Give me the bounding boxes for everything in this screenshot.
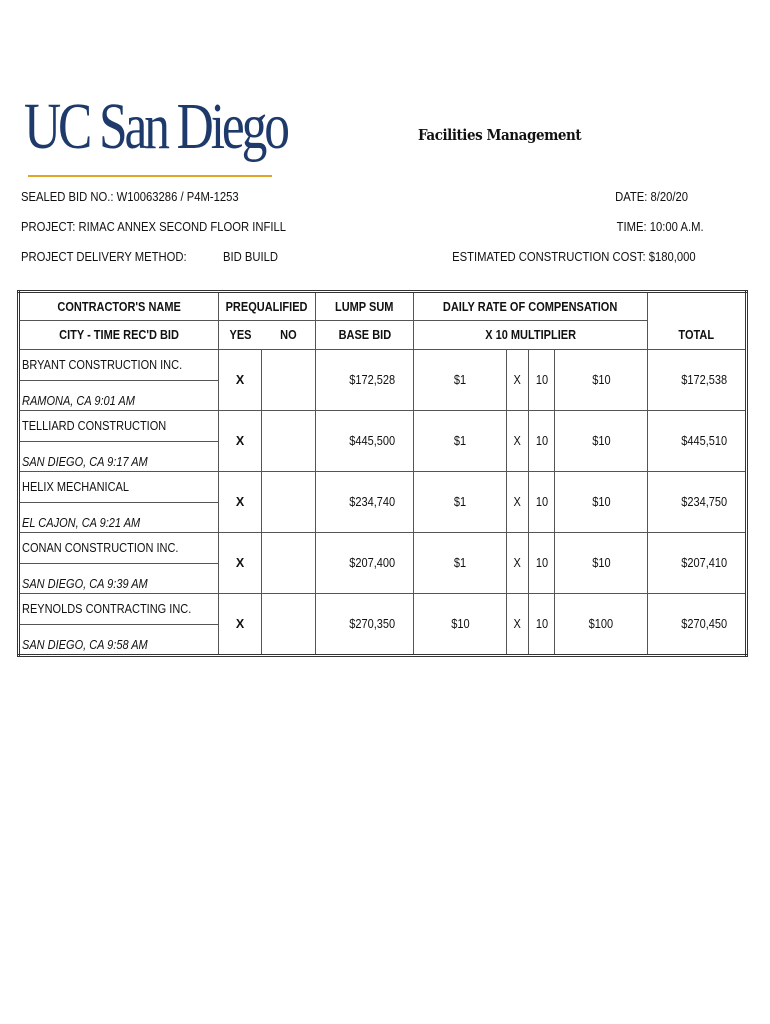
- header-daily-rate: DAILY RATE OF COMPENSATION: [414, 292, 648, 321]
- prequalified-no: [262, 594, 316, 656]
- daily-rate-value: $1: [414, 411, 507, 472]
- prequalified-yes: X: [219, 594, 262, 656]
- multiplier-value: 10: [529, 594, 555, 656]
- bid-row: [19, 472, 747, 533]
- contractor-cell: [19, 594, 219, 656]
- times-sign: X: [507, 594, 529, 656]
- header-yes: YES: [219, 321, 262, 350]
- estimated-cost: ESTIMATED CONSTRUCTION COST: $180,000: [452, 250, 696, 264]
- contractor-city-time: SAN DIEGO, CA 9:17 AM: [22, 455, 148, 469]
- header-base-bid: BASE BID: [316, 321, 414, 350]
- rate-product-value: $10: [555, 472, 648, 533]
- header-blank: [648, 292, 747, 321]
- uc-san-diego-logo: [24, 84, 287, 184]
- times-sign: X: [507, 411, 529, 472]
- bid-row: [19, 533, 747, 594]
- total-value: $270,450: [648, 594, 747, 656]
- delivery-method-value: BID BUILD: [223, 250, 279, 264]
- multiplier-value: 10: [529, 533, 555, 594]
- header-prequalified: PREQUALIFIED: [219, 292, 316, 321]
- base-bid-value: $445,500: [316, 411, 414, 472]
- daily-rate-value: $10: [414, 594, 507, 656]
- prequalified-yes: X: [219, 350, 262, 411]
- sealed-bid-number: SEALED BID NO.: W10063286 / P4M-1253: [21, 190, 239, 204]
- header-lump-sum: LUMP SUM: [316, 292, 414, 321]
- department-title: Facilities Management: [418, 126, 582, 144]
- delivery-method-label: PROJECT DELIVERY METHOD:: [21, 250, 187, 264]
- daily-rate-value: $1: [414, 350, 507, 411]
- contractor-city-time: EL CAJON, CA 9:21 AM: [22, 516, 141, 530]
- contractor-name: CONAN CONSTRUCTION INC.: [22, 541, 179, 555]
- bid-row: [19, 411, 747, 472]
- bid-date: DATE: 8/20/20: [615, 190, 688, 204]
- times-sign: X: [507, 472, 529, 533]
- contractor-city-time: SAN DIEGO, CA 9:58 AM: [22, 638, 148, 652]
- rate-product-value: $10: [555, 533, 648, 594]
- prequalified-no: [262, 472, 316, 533]
- total-value: $445,510: [648, 411, 747, 472]
- daily-rate-value: $1: [414, 472, 507, 533]
- contractor-cell: [19, 533, 219, 594]
- base-bid-value: $207,400: [316, 533, 414, 594]
- header-total: TOTAL: [648, 321, 747, 350]
- logo-underline: [28, 175, 272, 177]
- total-value: $207,410: [648, 533, 747, 594]
- contractor-name: TELLIARD CONSTRUCTION: [22, 419, 167, 433]
- total-value: $234,750: [648, 472, 747, 533]
- prequalified-no: [262, 411, 316, 472]
- prequalified-yes: X: [219, 411, 262, 472]
- bid-results-table: [17, 290, 748, 657]
- base-bid-value: $234,740: [316, 472, 414, 533]
- contractor-city-time: RAMONA, CA 9:01 AM: [22, 394, 135, 408]
- header-contractor-name: CONTRACTOR'S NAME: [19, 292, 219, 321]
- project-name: PROJECT: RIMAC ANNEX SECOND FLOOR INFILL: [21, 220, 287, 234]
- multiplier-value: 10: [529, 350, 555, 411]
- bid-row: [19, 350, 747, 411]
- times-sign: X: [507, 350, 529, 411]
- contractor-name: HELIX MECHANICAL: [22, 480, 129, 494]
- rate-product-value: $10: [555, 350, 648, 411]
- rate-product-value: $10: [555, 411, 648, 472]
- daily-rate-value: $1: [414, 533, 507, 594]
- multiplier-value: 10: [529, 472, 555, 533]
- base-bid-value: $172,528: [316, 350, 414, 411]
- prequalified-no: [262, 533, 316, 594]
- contractor-name: REYNOLDS CONTRACTING INC.: [22, 602, 192, 616]
- multiplier-value: 10: [529, 411, 555, 472]
- logo-wordmark: UC San Diego: [24, 90, 287, 163]
- times-sign: X: [507, 533, 529, 594]
- contractor-name: BRYANT CONSTRUCTION INC.: [22, 358, 183, 372]
- prequalified-yes: X: [219, 533, 262, 594]
- base-bid-value: $270,350: [316, 594, 414, 656]
- header-multiplier: X 10 MULTIPLIER: [414, 321, 648, 350]
- rate-product-value: $100: [555, 594, 648, 656]
- bid-time: TIME: 10:00 A.M.: [617, 220, 704, 234]
- total-value: $172,538: [648, 350, 747, 411]
- contractor-cell: [19, 350, 219, 411]
- bid-row: [19, 594, 747, 656]
- contractor-city-time: SAN DIEGO, CA 9:39 AM: [22, 577, 148, 591]
- prequalified-yes: X: [219, 472, 262, 533]
- contractor-cell: [19, 472, 219, 533]
- header-no: NO: [262, 321, 316, 350]
- header-city-time: CITY - TIME REC'D BID: [19, 321, 219, 350]
- contractor-cell: [19, 411, 219, 472]
- prequalified-no: [262, 350, 316, 411]
